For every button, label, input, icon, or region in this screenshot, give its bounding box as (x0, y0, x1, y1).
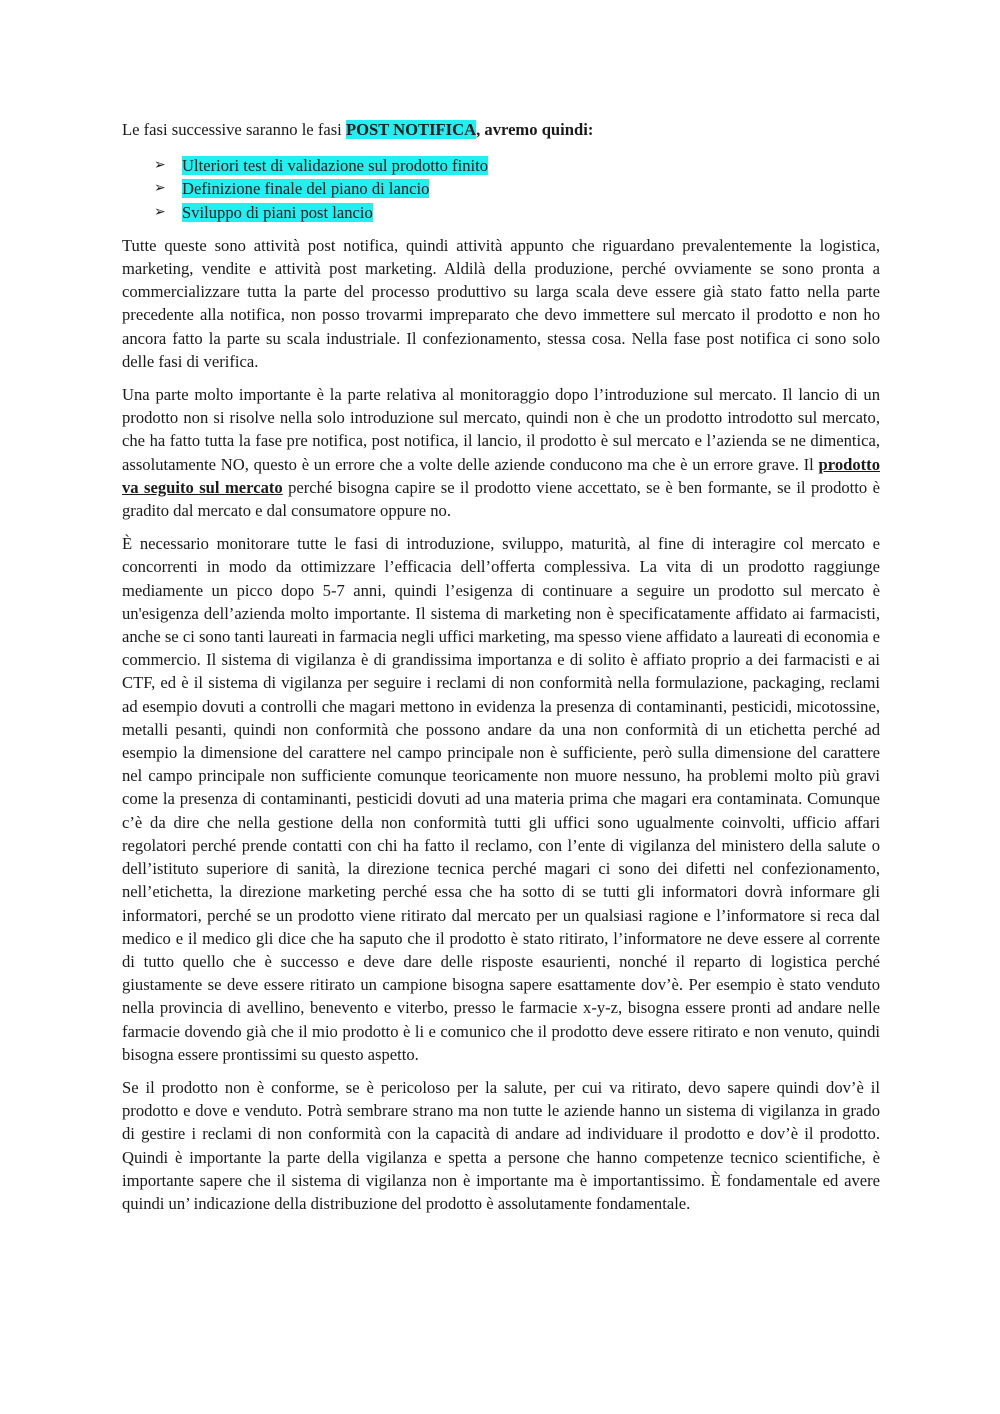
intro-suffix: , avremo quindi: (476, 120, 594, 139)
list-item (122, 154, 880, 177)
paragraph-vigilanza: È necessario monitorare tutte le fasi di introduzione, sviluppo, maturità, al fine di interagire col mercato e concorrenti in modo da ottimizzare l’efficacia dell’offerta complessiva. La vita di un prodotto raggiunge mediamente un picco dopo 5-7 anni, quindi l’esigenza di continuare a seguire un prodotto sul mercato è un'esigenza dell’azienda molto importante. Il sistema di marketing non è specificatamente affidato ai farmacisti, anche se ci sono tanti laureati in farmacia negli uffici marketing, ma spesso viene affidato a laureati di economia e commercio. Il sistema di vigilanza è di grandissima importanza e di solito è affiato proprio a dei farmacisti e ai CTF, ed è il sistema di vigilanza per seguire i reclami di non conformità nella formulazione, packaging, reclami ad esempio dovuti a controlli che magari mettono in evidenza la presenza di contaminanti, pesticidi, micotossine, metalli pesanti, quindi non conformità che possono andare da una non conformità di un etichetta perché ad esempio la dimensione del carattere nel campo principale non è sufficiente, però sulla dimensione del carattere nel campo principale non sufficiente comunque teoricamente non muore nessuno, ha problemi molto più gravi come la presenza di contaminanti, pesticidi dovuti ad una materia prima che magari era contaminata. Comunque c’è da dire che nella gestione della non conformità tutti gli uffici sono ugualmente coinvolti, ufficio affari regolatori perché prende contatti con chi ha fatto il reclamo, con l’ente di vigilanza del ministero della salute o dell’istituto superiore di sanità, la direzione tecnica perché magari ci sono dei difetti nel confezionamento, nell’etichetta, la direzione marketing perché essa che ha sotto di se tutti gli informatori dovrà informare gli informatori, perché se un prodotto viene ritirato dal mercato per un qualsiasi ragione e l’informatore si reca dal medico e il medico gli dice che ha saputo che il prodotto è stato ritirato, l’informatore ne deve essere al corrente di tutto quello che è successo e deve dare delle risposte esaurienti, nonché il reparto di logistica perché giustamente se deve essere ritirato un campione bisogna sapere esattamente dov’è. Per esempio è stato venduto nella provincia di avellino, benevento e viterbo, presso le farmacie x-y-z, bisogna essere pronti ad andare nelle farmacie dovendo già che il mio prodotto è li e comunico che il prodotto deve essere ritirato e non venuto, quindi bisogna essere prontissimi su questo aspetto. (122, 534, 880, 1064)
emphasis-text: prodotto va seguito sul mercato (122, 454, 880, 497)
document-page (122, 118, 880, 1225)
paragraph-conformita: Se il prodotto non è conforme, se è pericoloso per la salute, per cui va ritirato, devo sapere quindi dov’è il prodotto e dove e venduto. Potrà sembrare strano ma non tutte le aziende hanno un sistema di vigilanza in grado di gestire i reclami di non conformità con la capacità di andare ad individuare il prodotto e dov’è il prodotto. Quindi è importante la parte della vigilanza e spetta a persone che hanno competenze tecnico scientifiche, è importante sapere che il sistema di vigilanza non è importante ma è importantissimo. È fondamentale ed avere quindi un’ indicazione della distribuzione del prodotto è assolutamente fondamentale. (122, 1077, 880, 1213)
intro-line (122, 118, 880, 141)
paragraph-post-notifica: Tutte queste sono attività post notifica, quindi attività appunto che riguardano prevalentemente la logistica, marketing, vendite e attività post marketing. Aldilà della produzione, perché ovviamente se sono pronta a commercializzare tutta la parte del processo produttivo su larga scala deve essere già stato fatto nella parte precedente alla notifica, non posso trovarmi impreparato che devo immettere sul mercato il prodotto e non ho ancora fatto la parte su scala industriale. Il confezionamento, stessa cosa. Nella fase post notifica ci sono solo delle fasi di verifica. (122, 235, 880, 371)
arrowhead-right-icon: ➢ (154, 180, 166, 197)
list-item (122, 177, 880, 200)
list-item-text: Ulteriori test di validazione sul prodotto finito (182, 156, 489, 176)
paragraph-monitoraggio (122, 383, 880, 522)
paragraph-text: Una parte molto importante è la parte relativa al monitoraggio dopo l’introduzione sul mercato. Il lancio di un prodotto non si risolve nella solo introduzione sul mercato, quindi non è che un prodotto introdotto sul mercato, che ha fatto tutta la fase pre notifica, post notifica, il lancio, il prodotto è sul mercato e l’azienda se ne dimentica, assolutamente NO, questo è un errore che a volte delle aziende conducono ma che è un errore grave. Il (122, 385, 880, 474)
intro-prefix: Le fasi successive saranno le fasi (122, 120, 346, 139)
list-item (122, 201, 880, 224)
arrowhead-right-icon: ➢ (154, 157, 166, 174)
list-item-text: Definizione finale del piano di lancio (182, 179, 430, 199)
list-item-text: Sviluppo di piani post lancio (182, 202, 373, 222)
phase-list (122, 154, 880, 224)
intro-highlight: POST NOTIFICA (345, 120, 477, 139)
paragraph-text: perché bisogna capire se il prodotto viene accettato, se è ben formante, se il prodotto è gradito dal mercato e dal consumatore oppure no. (122, 477, 880, 521)
arrowhead-right-icon: ➢ (154, 203, 166, 220)
